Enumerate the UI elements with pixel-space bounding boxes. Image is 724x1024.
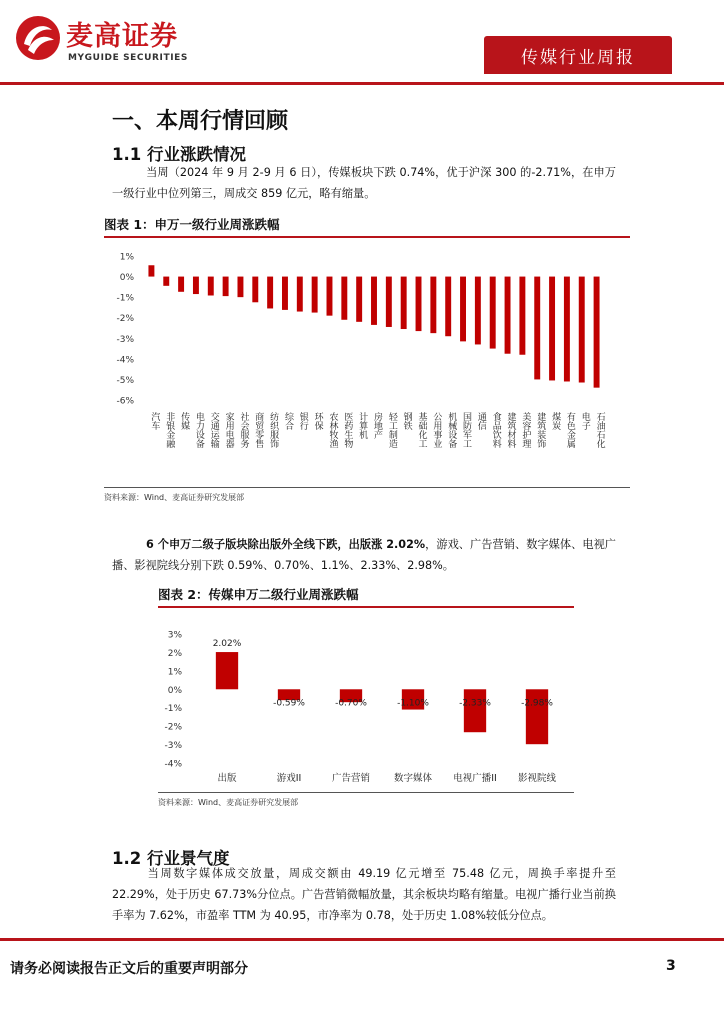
figure-2-chart [158,618,574,790]
bar [430,277,436,334]
subsection-title-1-2: 1.2 行业景气度 [112,849,230,868]
x-tick-label: 轻工制造 [386,412,397,448]
y-tick-label: -1% [164,704,182,715]
figure-2-title: 图表 2：传媒申万二级行业周涨跌幅 [158,587,359,602]
figure-2-top-rule [158,606,574,608]
y-tick-label: -3% [164,741,182,752]
x-tick-label: 煤炭 [550,412,561,430]
section-title: 一、本周行情回顾 [112,109,289,134]
x-tick-label: 电子 [579,412,590,430]
bar [312,277,318,313]
x-tick-label: 出版 [217,773,237,784]
x-tick-label: 农林牧渔 [327,412,338,448]
y-tick-label: -4% [116,355,134,366]
x-tick-label: 汽车 [149,412,160,430]
x-tick-label: 广告营销 [331,773,371,784]
bar [216,652,238,689]
y-tick-label: 3% [167,630,182,641]
brand-name-en: MYGUIDE SECURITIES [68,53,189,63]
x-tick-label: 机械设备 [446,412,457,448]
bar [401,277,407,329]
report-type-tab: 传媒行业周报 [484,36,672,74]
y-tick-label: 0% [167,685,182,696]
page-number: 3 [666,958,676,974]
brand-name-cn: 麦高证券 [66,21,178,52]
x-tick-label: 交通运输 [208,412,219,448]
bar [327,277,333,316]
x-tick-label: 石油石化 [594,412,605,448]
bar [163,277,169,286]
data-label: -2.98% [521,698,553,709]
y-tick-label: 0% [119,273,134,284]
data-label: 2.02% [212,639,242,650]
x-tick-label: 美容护理 [520,412,531,448]
paragraph-industry-performance: 当周（2024 年 9 月 2-9 月 6 日），传媒板块下跌 0.74%，优于沪深 300 的-2.71%，在申万一级行业中位列第三，周成交 859 亿元，略有缩量。 [112,166,616,200]
x-tick-label: 房地产 [372,412,382,439]
y-tick-label: -1% [116,293,134,304]
x-tick-label: 商贸零售 [253,412,264,448]
y-tick-label: -2% [116,314,134,325]
x-tick-label: 纺织服饰 [268,412,279,448]
x-tick-label: 银行 [297,412,308,430]
y-tick-label: -6% [116,396,134,407]
x-tick-label: 建筑材料 [505,412,516,448]
brand-logo-icon [14,14,62,62]
data-label: -2.33% [459,698,491,709]
header-divider [0,82,724,85]
subsection-title-1-1: 1.1 行业涨跌情况 [112,145,246,164]
bar [445,277,451,337]
y-tick-label: 1% [167,667,182,678]
x-tick-label: 钢铁 [401,412,412,430]
figure-1-title: 图表 1：申万一级行业周涨跌幅 [104,217,280,232]
x-tick-label: 建筑装饰 [535,412,546,448]
x-tick-label: 有色金属 [564,412,575,448]
y-tick-label: -5% [116,375,134,386]
x-tick-label: 社会服务 [238,412,249,448]
data-label: -1.10% [397,698,429,709]
x-tick-label: 基础化工 [416,412,427,448]
footer-disclaimer: 请务必阅读报告正文后的重要声明部分 [10,961,248,977]
x-tick-label: 电力设备 [193,412,204,448]
figure-2-bottom-rule [158,792,574,793]
bar [237,277,243,298]
data-label: -0.70% [335,698,367,709]
x-tick-label: 数字媒体 [393,773,433,784]
x-tick-label: 游戏II [276,773,302,784]
bar [356,277,362,322]
bar [208,277,214,296]
figure-1-source: 资料来源：Wind、麦高证券研究发展部 [104,493,245,502]
bar [549,277,555,381]
y-tick-label: -3% [116,334,134,345]
x-tick-label: 综合 [282,412,293,430]
bar [594,277,600,388]
bar [534,277,540,380]
x-tick-label: 影视院线 [517,773,557,784]
bar [386,277,392,327]
bar [505,277,511,354]
data-label: -0.59% [273,698,305,709]
bar [490,277,496,349]
x-tick-label: 公用事业 [431,412,442,448]
figure-1-bottom-rule [104,487,630,488]
bar [178,277,184,292]
bar [475,277,481,345]
x-tick-label: 医药生物 [342,412,353,448]
footer-divider [0,938,724,941]
x-tick-label: 食品饮料 [490,412,501,448]
figure-1-top-rule [104,236,630,238]
bar [416,277,422,332]
x-tick-label: 计算机 [357,412,368,439]
bar [193,277,199,294]
x-tick-label: 传媒 [179,412,190,430]
y-tick-label: -4% [164,759,182,770]
y-tick-label: 1% [119,252,134,263]
x-tick-label: 家用电器 [223,412,234,448]
y-tick-label: -2% [164,722,182,733]
paragraph-subsector-performance: 6 个申万二级子版块除出版外全线下跌，出版涨 2.02%，游戏、广告营销、数字媒体、电视广播、影视院线分别下跌 0.59%、0.70%、1.1%、2.33%、2.98%。 [112,538,616,572]
bar [267,277,273,309]
bar [371,277,377,325]
x-tick-label: 通信 [475,412,486,430]
bar [460,277,466,342]
bar [297,277,303,312]
y-tick-label: 2% [167,648,182,659]
bar [519,277,525,355]
x-tick-label: 电视广播II [453,773,497,784]
bar [148,265,154,276]
bar [579,277,585,383]
bar [282,277,288,310]
bar [252,277,258,303]
figure-2-source: 资料来源：Wind、麦高证券研究发展部 [158,798,299,807]
paragraph-industry-sentiment: 当周数字媒体成交放量，周成交额由 49.19 亿元增至 75.48 亿元，周换手率提升至 22.29%，处于历史 67.73%分位点。广告营销微幅放量，其余板块均略有缩量。电视广播行业当前换手率为 7.62%，市盈率 TTM 为 40.95，市净率为 0.78，处于历史 1.08%较低分位点。 [112,867,616,922]
figure-1-chart [104,240,630,486]
x-tick-label: 环保 [312,412,323,430]
bar [223,277,229,297]
x-tick-label: 国防军工 [461,412,472,448]
bar [341,277,347,320]
x-tick-label: 非银金融 [164,412,175,448]
bar [564,277,570,382]
bar [464,689,486,732]
